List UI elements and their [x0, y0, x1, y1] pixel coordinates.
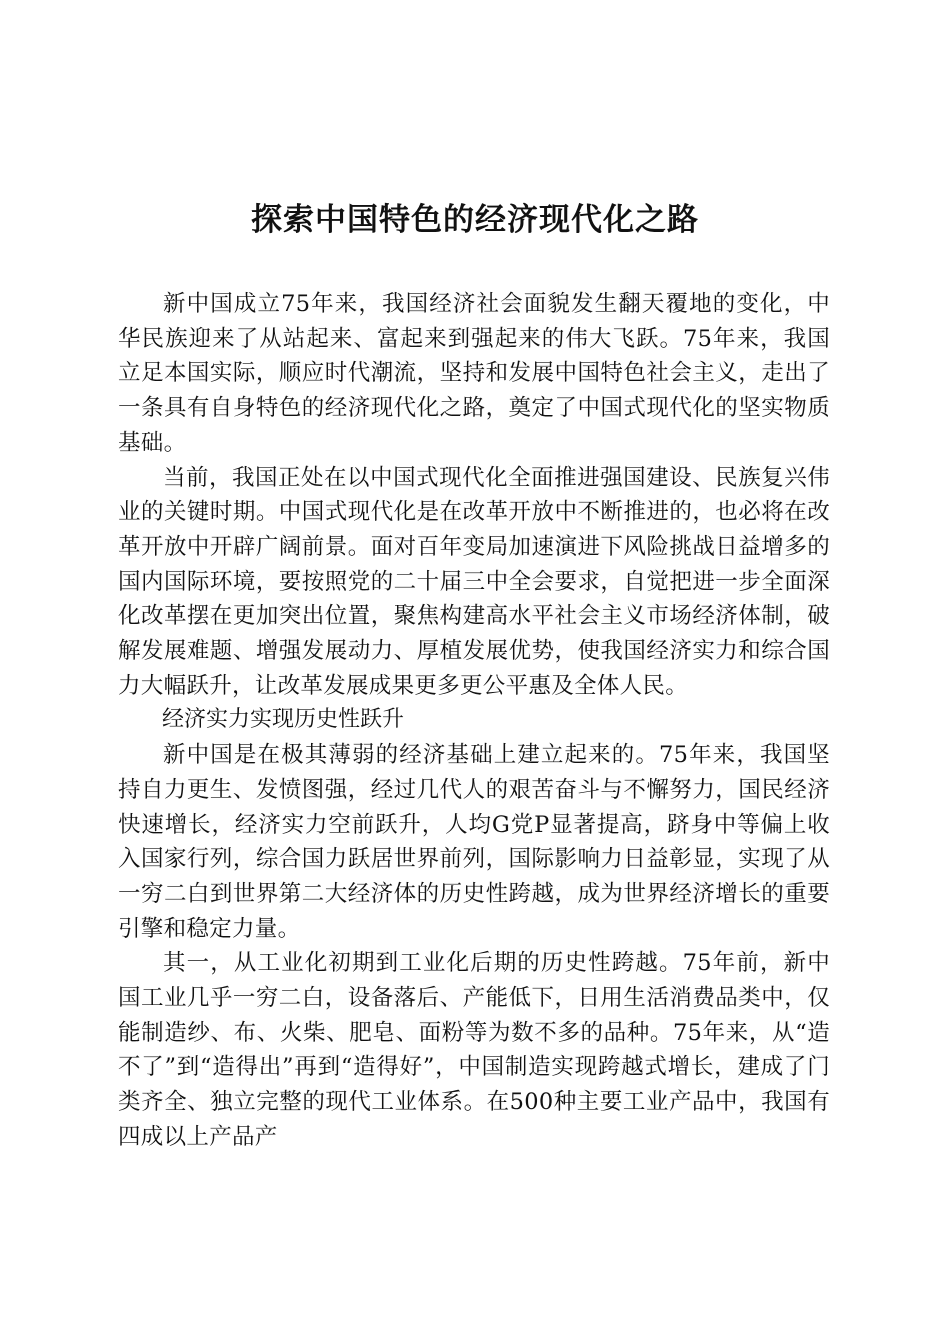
document-title: 探索中国特色的经济现代化之路	[251, 202, 699, 238]
section-heading: 经济实力实现历史性跃升	[162, 707, 405, 733]
document-body	[118, 287, 830, 1155]
body-paragraph: 其一，从工业化初期到工业化后期的历史性跨越。75年前，新中国工业几乎一穷二白，设备落后、产能低下，日用生活消费品类中，仅能制造纱、布、火柴、肥皂、面粉等为数不多的品种。75年来，从“造不了”到“造得出”再到“造得好”，中国制造实现跨越式增长，建成了门类齐全、独立完整的现代工业体系。在500种主要工业产品中，我国有四成以上产品产	[118, 950, 830, 1150]
body-paragraph: 当前，我国正处在以中国式现代化全面推进强国建设、民族复兴伟业的关键时期。中国式现代化是在改革开放中不断推进的，也必将在改革开放中开辟广阔前景。面对百年变局加速演进下风险挑战日益增多的国内国际环境，要按照党的二十届三中全会要求，自觉把进一步全面深化改革摆在更加突出位置，聚焦构建高水平社会主义市场经济体制，破解发展难题、增强发展动力、厚植发展优势，使我国经济实力和综合国力大幅跃升，让改革发展成果更多更公平惠及全体人民。	[118, 464, 830, 699]
body-paragraph: 新中国成立75年来，我国经济社会面貌发生翻天覆地的变化，中华民族迎来了从站起来、富起来到强起来的伟大飞跃。75年来，我国立足本国实际，顺应时代潮流，坚持和发展中国特色社会主义，走出了一条具有自身特色的经济现代化之路，奠定了中国式现代化的坚实物质基础。	[118, 291, 830, 456]
body-paragraph: 新中国是在极其薄弱的经济基础上建立起来的。75年来，我国坚持自力更生、发愤图强，经过几代人的艰苦奋斗与不懈努力，国民经济快速增长，经济实力空前跃升，人均G党P显著提高，跻身中等偏上收入国家行列，综合国力跃居世界前列，国际影响力日益彰显，实现了从一穷二白到世界第二大经济体的历史性跨越，成为世界经济增长的重要引擎和稳定力量。	[118, 742, 830, 942]
